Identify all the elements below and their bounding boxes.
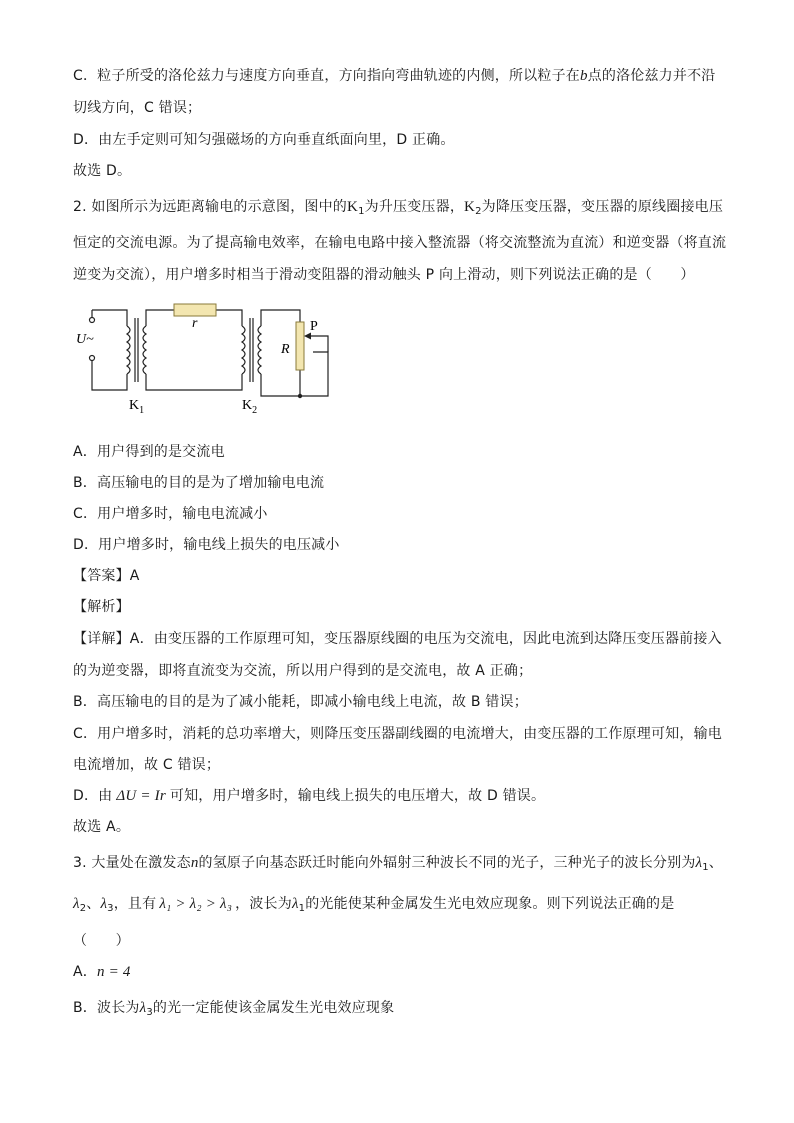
- q3-stem-line3: （ ）: [73, 933, 130, 949]
- text: 为升压变压器，: [364, 199, 465, 215]
- inequality-formula: λ₁ > λ₂ > λ₃: [159, 896, 233, 912]
- q2-stem-line3: 逆变为交流），用户增多时相当于滑动变阻器的滑动触头 P 向上滑动，则下列说法正确的是（ ）: [73, 267, 695, 283]
- formula: n = 4: [96, 964, 131, 980]
- q2-detail-line2: 的为逆变器，即将直流变为交流，所以用户得到的是交流电，故 A 正确；: [73, 663, 533, 679]
- slider-label: P: [310, 319, 318, 334]
- q2-detail-line5: 电流增加，故 C 错误；: [73, 757, 221, 773]
- source-label: U~: [76, 332, 94, 347]
- subscript: 3: [107, 903, 114, 914]
- text: 3. 大量处在激发态: [73, 855, 191, 871]
- text: ，波长为: [235, 896, 292, 912]
- text: 点的洛伦兹力并不沿: [587, 68, 716, 84]
- k1-label: $K_1$: [129, 398, 145, 416]
- prev-option-c-line1: [73, 66, 716, 86]
- formula: ΔU = Ir: [116, 788, 166, 804]
- load-resistor-label: R: [281, 342, 290, 357]
- lambda-symbol: λ: [695, 855, 703, 871]
- text: 的氢原子向基态跃迁时能向外辐射三种波长不同的光子，三种光子的波长分别为: [198, 855, 696, 871]
- q3-option-a: [73, 962, 131, 982]
- subscript: 2: [79, 903, 87, 914]
- prev-option-d: D．由左手定则可知匀强磁场的方向垂直纸面向里，D 正确。: [73, 132, 455, 148]
- load-resistor: [296, 322, 304, 370]
- text: 可知，用户增多时，输电线上损失的电压增大，故 D 错误。: [169, 788, 546, 804]
- q2-stem-line2: 恒定的交流电源。为了提高输电效率，在输电电路中接入整流器（将交流整流为直流）和逆变器（将直流: [73, 235, 727, 251]
- q2-choice: 故选 A。: [73, 819, 131, 835]
- text: 、: [708, 855, 723, 871]
- q2-detail-line3: B．高压输电的目的是为了减小能耗，即减小输电线上电流，故 B 错误；: [73, 694, 528, 710]
- text: A．: [73, 964, 97, 980]
- lambda-symbol: λ: [100, 896, 108, 912]
- line-resistor: [174, 304, 216, 316]
- text: 为降压变压器，变压器的原线圈接电压: [481, 199, 724, 215]
- prev-choice: 故选 D。: [73, 163, 132, 179]
- q3-stem-line1: [73, 853, 723, 873]
- q2-stem-line1: [73, 197, 723, 217]
- lambda-symbol: λ: [139, 1000, 147, 1016]
- q2-option-a: A．用户得到的是交流电: [73, 444, 225, 460]
- text: 的光能使某种金属发生光电效应现象。则下列说法正确的是: [305, 896, 675, 912]
- q2-detail-line1: 【详解】A．由变压器的工作原理可知，变压器原线圈的电压为交流电，因此电流到达降压变压器前接入: [73, 631, 722, 647]
- q2-analysis-label: 【解析】: [73, 599, 130, 615]
- circuit-diagram: [70, 296, 370, 416]
- q3-stem-line2: [73, 894, 674, 914]
- terminal-icon: [90, 318, 95, 323]
- k2-label: $K_2$: [242, 398, 258, 416]
- subscript: 1: [298, 903, 306, 914]
- subscript: 3: [146, 1007, 153, 1018]
- var-n: n: [190, 855, 199, 871]
- text: 2. 如图所示为远距离输电的示意图，图中的: [73, 199, 348, 215]
- k2-subscript: 2: [475, 206, 482, 217]
- q2-answer: 【答案】A: [73, 568, 140, 584]
- q2-detail-line4: C．用户增多时，消耗的总功率增大，则降压变压器副线圈的电流增大，由变压器的工作原理可知，输电: [73, 726, 722, 742]
- terminal-icon: [90, 356, 95, 361]
- q2-detail-line6: [73, 786, 545, 806]
- line-resistor-label: r: [192, 316, 198, 331]
- k1-symbol: K: [347, 199, 359, 215]
- var-b: b: [579, 68, 588, 84]
- q2-option-c: C．用户增多时，输电电流减小: [73, 506, 268, 522]
- text: D．由: [73, 788, 113, 804]
- text: ，且有: [113, 896, 157, 912]
- text: B．波长为: [73, 1000, 140, 1016]
- prev-option-c-line2: 切线方向，C 错误；: [73, 100, 202, 116]
- text: C．粒子所受的洛伦兹力与速度方向垂直，方向指向弯曲轨迹的内侧，所以粒子在: [73, 68, 580, 84]
- lambda-symbol: λ: [291, 896, 299, 912]
- q2-option-b: B．高压输电的目的是为了增加输电电流: [73, 475, 325, 491]
- text: 、: [86, 896, 101, 912]
- q2-option-d: D．用户增多时，输电线上损失的电压减小: [73, 537, 340, 553]
- k1-subscript: 1: [358, 206, 365, 217]
- k2-symbol: K: [464, 199, 476, 215]
- subscript: 1: [702, 862, 709, 873]
- junction-dot-icon: [298, 394, 302, 398]
- q3-option-b: [73, 998, 394, 1018]
- lambda-symbol: λ: [73, 896, 80, 912]
- text: 的光一定能使该金属发生光电效应现象: [152, 1000, 395, 1016]
